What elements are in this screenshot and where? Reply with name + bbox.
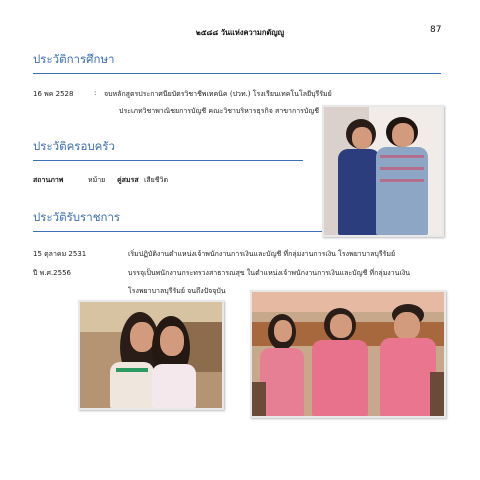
photo-two-women <box>322 105 444 237</box>
photo-group <box>250 290 446 418</box>
photo-selfie <box>78 300 224 410</box>
service-text-2b: โรงพยาบาลบุรีรัมย์ จนถึงปัจจุบัน <box>128 287 226 295</box>
running-head: ๒๕๘๘ วันแห่งความกตัญญู <box>195 28 285 37</box>
education-separator: : <box>94 89 97 97</box>
service-heading: ประวัติรับราชการ <box>33 210 121 224</box>
service-date-1: 15 ตุลาคม 2531 <box>33 250 87 258</box>
family-heading: ประวัติครอบครัว <box>33 139 115 153</box>
education-rule <box>33 73 441 74</box>
status-label: สถานภาพ <box>33 176 64 184</box>
education-date: 16 พค 2528 <box>33 90 74 98</box>
service-text-2: บรรจุเป็นพนักงานกระทรวงสาธารณสุข ในตำแหน่งเจ้าพนักงานการเงินและบัญชี ที่กลุ่มงานเงิน <box>128 269 411 277</box>
education-heading: ประวัติการศึกษา <box>33 52 115 66</box>
status-value: หม้าย <box>88 176 106 184</box>
education-line-1: จบหลักสูตรประกาศนียบัตรวิชาชีพเทคนิค (ปวท.) โรงเรียนเทคโนโลยีบุรีรัมย์ <box>104 90 332 98</box>
service-date-2: ปี พ.ศ.2556 <box>33 269 71 277</box>
spouse-label: คู่สมรส <box>117 176 139 184</box>
family-rule <box>33 160 303 161</box>
page-number: 87 <box>430 25 442 35</box>
spouse-value: เสียชีวิต <box>144 176 168 184</box>
education-line-2: ประเภทวิชาพาณิชยการบัญชี คณะวิชาบริหารธุรกิจ สาขาการบัญชี <box>119 107 320 115</box>
service-text-1: เริ่มปฏิบัติงานตำแหน่งเจ้าพนักงานการเงินและบัญชี ที่กลุ่มงานการเงิน โรงพยาบาลบุรีรัมย์ <box>128 250 396 258</box>
